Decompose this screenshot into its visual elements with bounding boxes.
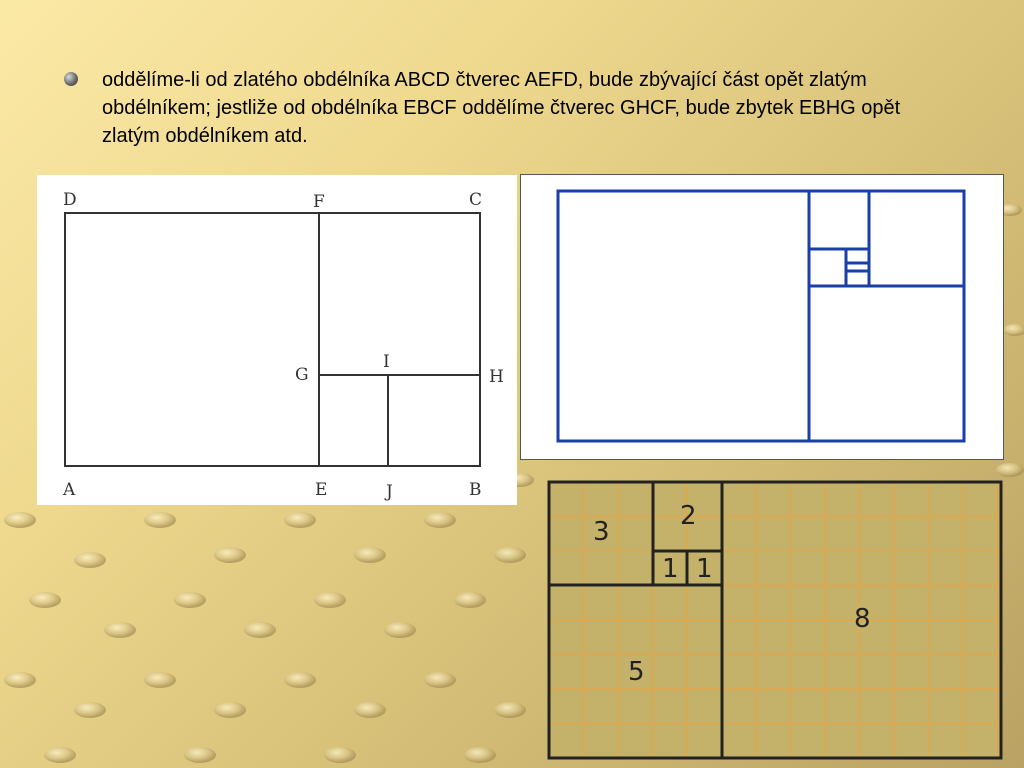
fibonacci-squares-diagram bbox=[546, 480, 1006, 762]
label-a: A bbox=[63, 480, 76, 500]
label-f: F bbox=[313, 192, 325, 212]
number-1b: 1 bbox=[696, 554, 713, 584]
label-i: I bbox=[383, 352, 390, 372]
outer-rectangle bbox=[558, 191, 964, 441]
label-c: C bbox=[469, 190, 483, 210]
label-e: E bbox=[315, 480, 328, 500]
label-b: B bbox=[469, 480, 482, 500]
number-2: 2 bbox=[680, 501, 697, 531]
number-3: 3 bbox=[593, 517, 610, 547]
label-d: D bbox=[63, 190, 77, 210]
rectangle-abcd bbox=[65, 213, 480, 466]
number-8: 8 bbox=[854, 604, 871, 634]
bullet-text: oddělíme-li od zlatého obdélníka ABCD čtverec AEFD, bude zbývající část opět zlatým obdélníkem; jestliže od obdélníka EBCF oddělíme čtverec GHCF, bude zbytek EBHG opět zlatým obdélníkem atd. bbox=[102, 69, 901, 147]
bullet-icon bbox=[64, 72, 78, 86]
label-h: H bbox=[489, 367, 504, 387]
label-g: G bbox=[295, 365, 309, 385]
number-1a: 1 bbox=[662, 554, 679, 584]
number-5: 5 bbox=[628, 657, 645, 687]
label-j: J bbox=[386, 482, 393, 502]
blue-golden-rectangle-diagram bbox=[520, 174, 1004, 460]
golden-rectangle-abcd-diagram bbox=[37, 175, 517, 505]
